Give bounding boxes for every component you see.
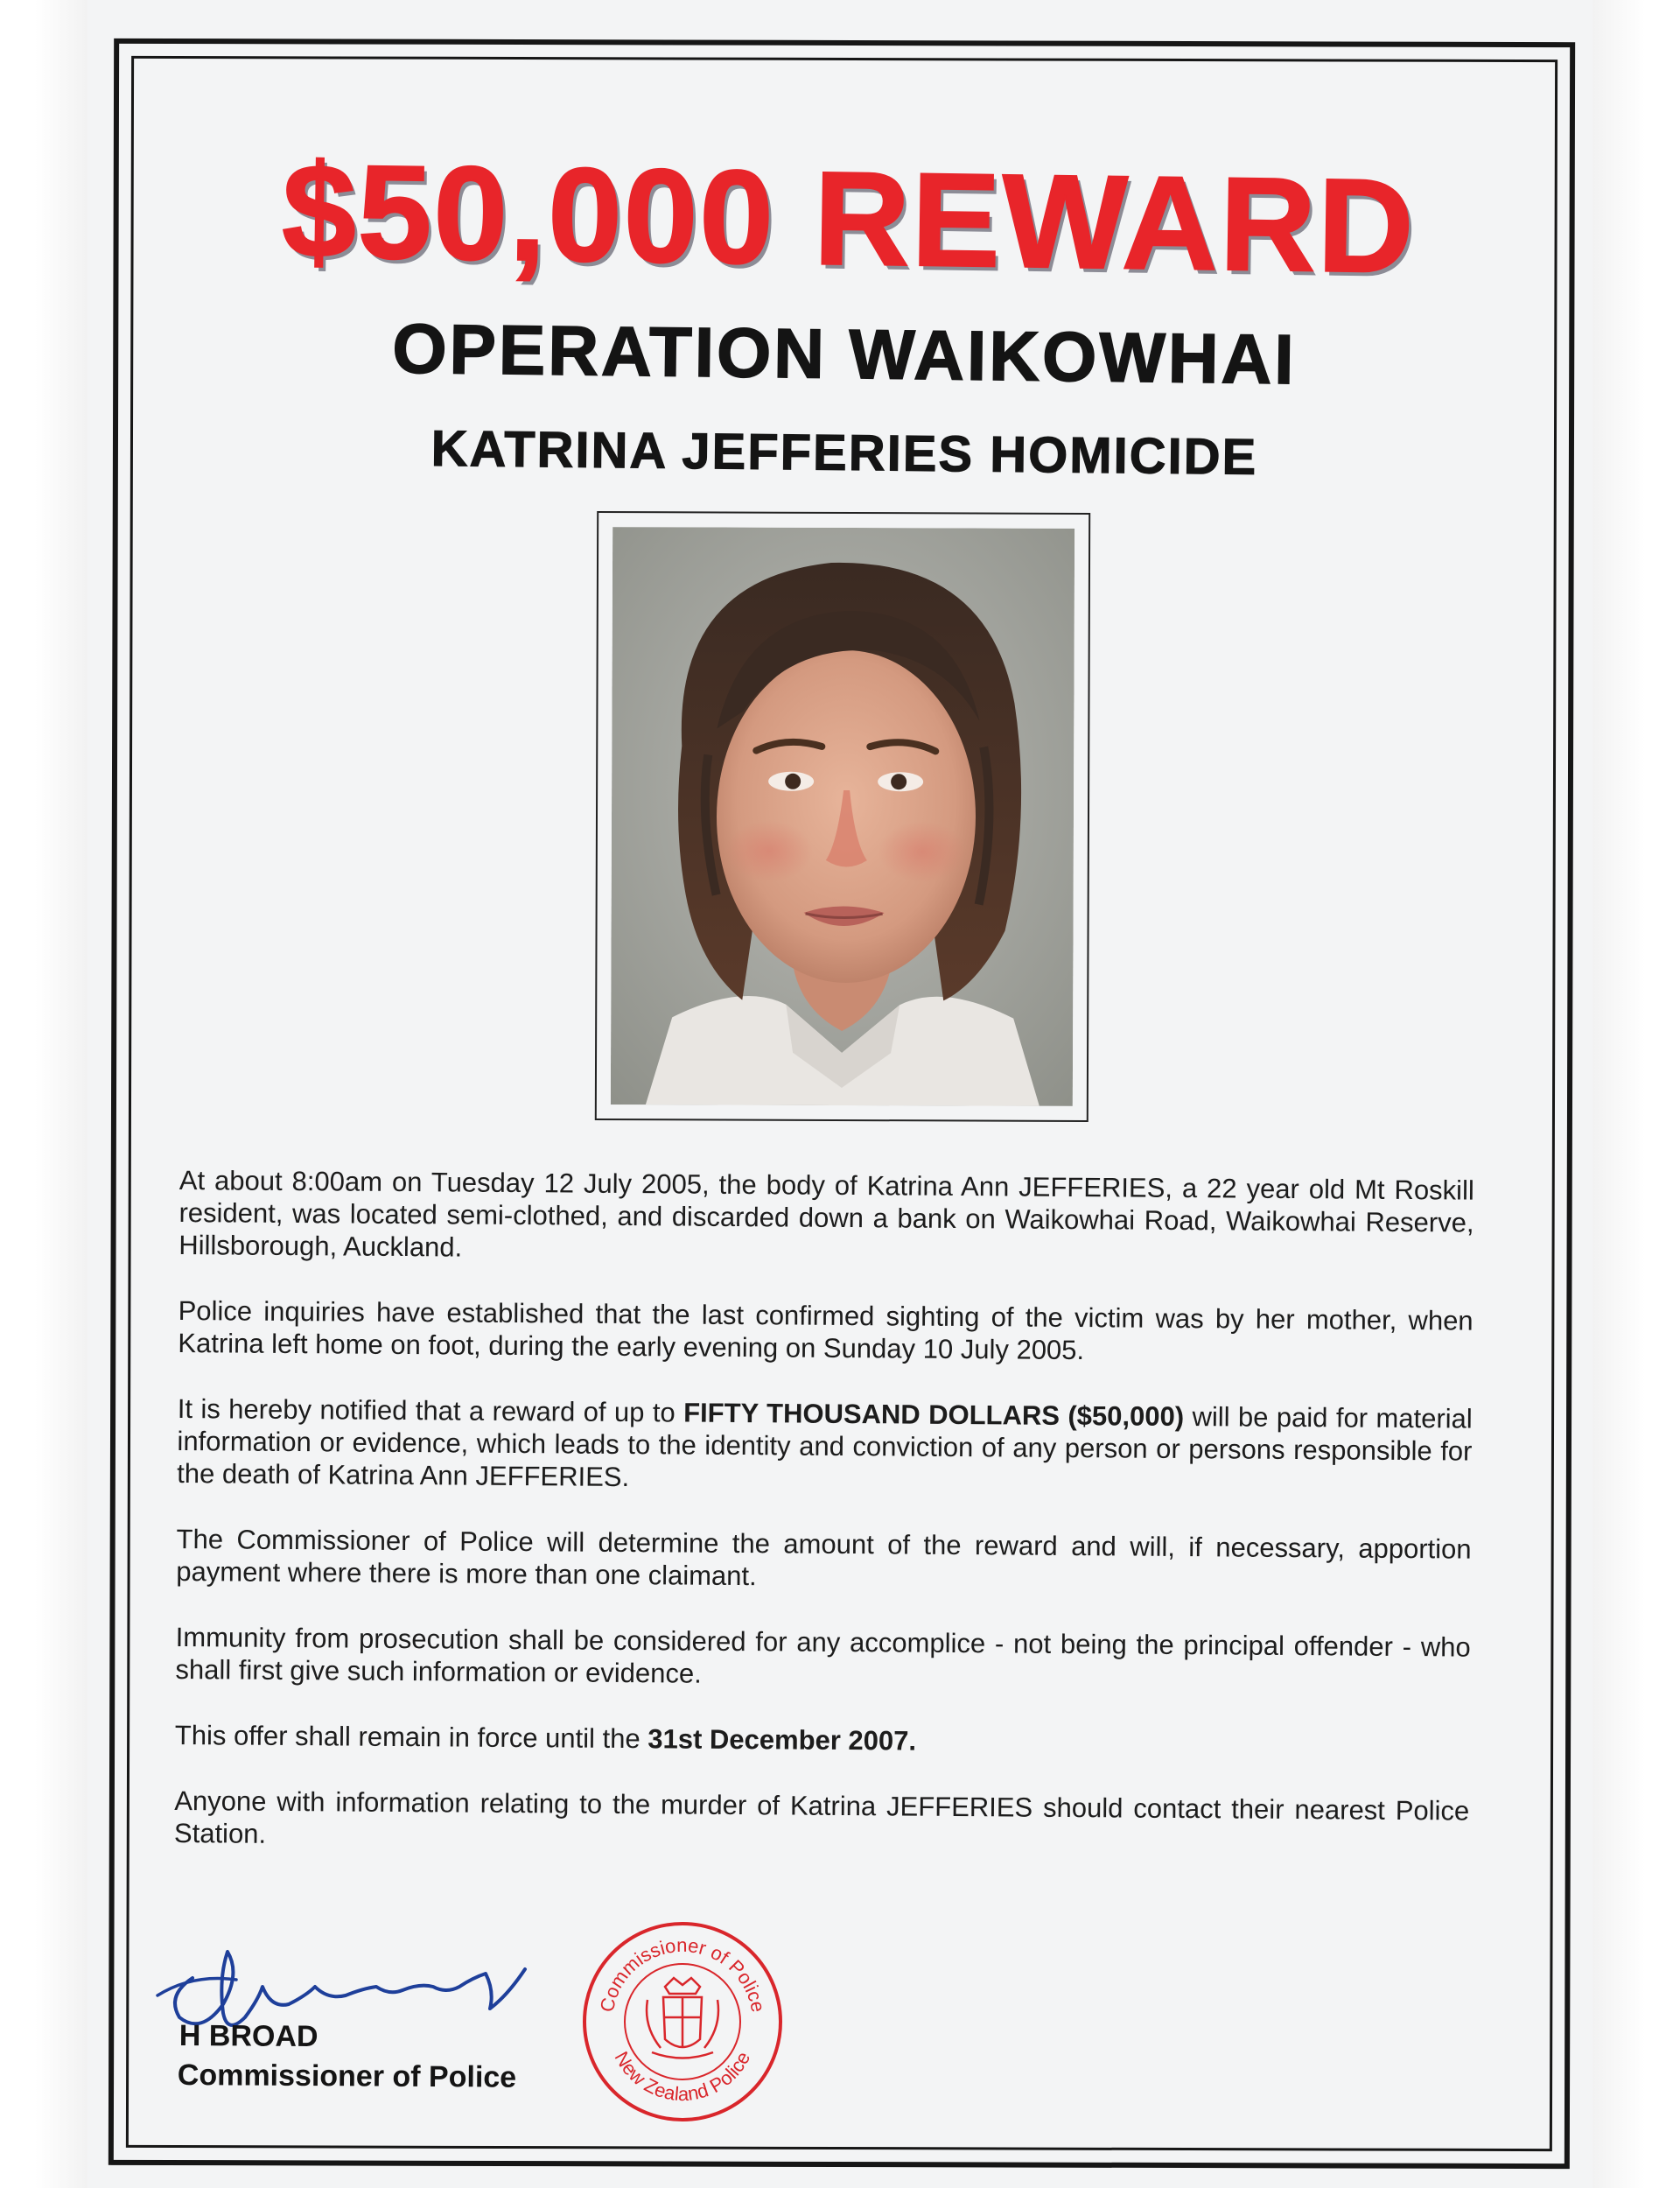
background-right [1592,0,1680,2188]
paragraph-incident: At about 8:00am on Tuesday 12 July 2005, the body of Katrina Ann JEFFERIES, a 22 year old Mt Roskill resident, was located semi-clothed, and discarded down a bank on Waikowhai Road, Waikowhai Reserve, Hillsborough, Auckland. [178,1165,1474,1263]
background-left [0,0,88,2188]
seal-top-text: Commissioner of Police [595,1933,770,2015]
victim-photo-frame [595,511,1090,1122]
paragraph-last-sighting: Police inquiries have established that the last confirmed sighting of the victim was by her mother, when Katrina left home on foot, during the early evening on Sunday 10 July 2005. [178,1294,1474,1366]
case-title: KATRINA JEFFERIES HOMICIDE [430,420,1258,486]
paragraph-commissioner: The Commissioner of Police will determine the amount of the reward and will, if necessary, apportion payment where there is more than one claimant. [176,1523,1472,1592]
victim-photo [611,527,1074,1106]
reward-amount: FIFTY THOUSAND DOLLARS ($50,000) [683,1397,1185,1433]
operation-title: OPERATION WAIKOWHAI [391,309,1298,399]
notice-body [174,1164,1474,1893]
signatory-name: H BROAD [178,2019,318,2054]
expiry-text: This offer shall remain in force until the [174,1719,648,1755]
reward-headline: $50,000 REWARD [281,136,1417,302]
paragraph-reward [177,1392,1473,1500]
crest-icon [647,1978,718,2058]
seal-bottom-text: New Zealand Police [610,2047,755,2106]
paragraph-immunity: Immunity from prosecution shall be considered for any accomplice - not being the principal offender - who shall first give such information or evidence. [175,1621,1471,1689]
paragraph-contact: Anyone with information relating to the murder of Katrina JEFFERIES should contact their nearest Police Station. [173,1785,1470,1849]
expiry-date: 31st December 2007. [648,1723,917,1757]
signatory-title: Commissioner of Police [177,2058,517,2094]
reward-text-end: will be paid for material information or evidence, which leads to the identity and conviction of any person or persons responsible for the death of Katrina Ann JEFFERIES. [177,1401,1473,1493]
police-seal-stamp [578,1917,788,2127]
reward-text-start: It is hereby notified that a reward of up to [177,1392,684,1428]
paragraph-expiry [175,1719,1470,1762]
